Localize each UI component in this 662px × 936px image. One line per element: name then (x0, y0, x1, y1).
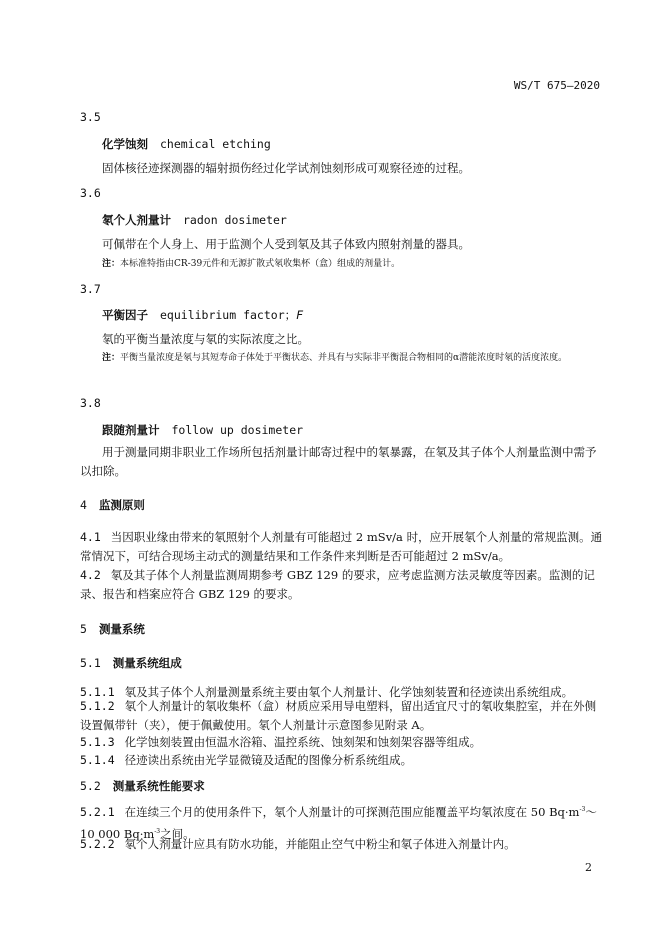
standard-code: WS/T 675—2020 (513, 79, 600, 92)
superscript: -3 (579, 806, 586, 813)
clause-number: 5.2.2 (80, 837, 115, 851)
term-title (102, 212, 287, 228)
clause-number: 5.1.3 (80, 735, 115, 749)
clause-text: 化学蚀刻装置由恒温水浴箱、温控系统、蚀刻架和蚀刻架容器等组成。 (124, 735, 482, 749)
term-note (102, 256, 400, 269)
term-en: equilibrium factor； (160, 308, 297, 322)
subsection-title: 测量系统组成 (112, 656, 182, 670)
subsection-number: 5.2 (80, 779, 101, 793)
clause-text: 在连续三个月的使用条件下，氡个人剂量计的可探测范围应能覆盖平均氡浓度在 50 Bq·m (124, 804, 580, 819)
clause-paragraph (80, 836, 516, 852)
term-definition: 用于测量同期非职业工作场所包括剂量计邮寄过程中的氡暴露，在氡及其子体个人剂量监测中需予以扣除。 (80, 445, 597, 478)
clause-text: ～10 000 Bq·m (80, 804, 597, 841)
term-title (102, 136, 271, 152)
term-number: 3.7 (80, 282, 101, 296)
clause-text: 氡及其子体个人剂量测量系统主要由氡个人剂量计、化学蚀刻装置和径迹读出系统组成。 (124, 685, 574, 699)
term-zh: 化学蚀刻 (102, 137, 148, 151)
clause-text: 径迹读出系统由光学显微镜及适配的图像分析系统组成。 (124, 753, 413, 767)
clause-number: 4.2 (80, 568, 101, 582)
section-heading (80, 621, 145, 637)
section-number: 5 (80, 622, 87, 636)
clause-number: 5.1.4 (80, 753, 115, 767)
note-text: 本标准特指由CR-39元件和无源扩散式氡收集杯（盒）组成的剂量计。 (120, 259, 401, 269)
clause-text: 氡个人剂量计应具有防水功能，并能阻止空气中粉尘和氡子体进入剂量计内。 (124, 837, 516, 851)
term-symbol: F (296, 308, 304, 322)
clause-number: 5.1.1 (80, 685, 115, 699)
term-zh: 跟随剂量计 (102, 423, 160, 437)
clause-text: 当因职业缘由带来的氡照射个人剂量有可能超过 2 mSv/a 时，应开展氡个人剂量的常规监测。通常情况下，可结合现场主动式的测量结果和工作条件来判断是否可能超过 2 mSv/a。 (80, 530, 603, 563)
clause-paragraph (80, 752, 412, 768)
note-label: 注： (102, 259, 121, 269)
term-en: chemical etching (160, 137, 271, 151)
section-number: 4 (80, 498, 87, 512)
subsection-number: 5.1 (80, 656, 101, 670)
section-title: 监测原则 (98, 498, 145, 512)
page-number: 2 (585, 861, 592, 874)
clause-text: 氡个人剂量计的氡收集杯（盒）材质应采用导电塑料，留出适宜尺寸的氡收集腔室，并在外侧设置佩带针（夹），便于佩戴使用。氡个人剂量计示意图参见附录 A。 (80, 699, 597, 732)
note-label: 注： (102, 353, 121, 363)
clause-paragraph (80, 734, 481, 750)
clause-number: 4.1 (80, 530, 101, 544)
clause-paragraph (80, 566, 604, 604)
clause-text: 之间。 (160, 826, 195, 841)
term-title (102, 422, 303, 438)
term-en: follow up dosimeter (171, 423, 304, 437)
clause-text: 氡及其子体个人剂量监测周期参考 GBZ 129 的要求，应考虑监测方法灵敏度等因素。监测的记录、报告和档案应符合 GBZ 129 的要求。 (80, 568, 595, 601)
superscript: -3 (154, 827, 161, 835)
section-heading (80, 497, 145, 513)
term-definition: 氡的平衡当量浓度与氡的实际浓度之比。 (102, 332, 309, 346)
term-number: 3.8 (80, 396, 101, 410)
term-title (102, 307, 303, 323)
term-number: 3.5 (80, 110, 101, 124)
term-en: radon dosimeter (183, 213, 287, 227)
subsection-heading (80, 655, 182, 671)
clause-paragraph (80, 528, 604, 566)
section-title: 测量系统 (98, 622, 145, 636)
clause-number: 5.2.1 (80, 804, 115, 819)
term-zh: 氡个人剂量计 (102, 213, 171, 227)
note-text: 平衡当量浓度是氡与其短寿命子体处于平衡状态、并具有与实际非平衡混合物相同的α潜能浓度时氡的活度浓度。 (120, 353, 568, 363)
term-number: 3.6 (80, 186, 101, 200)
term-definition: 可佩带在个人身上、用于监测个人受到氡及其子体致内照射剂量的器具。 (102, 237, 470, 251)
subsection-heading (80, 778, 205, 794)
term-note (102, 349, 602, 367)
clause-number: 5.1.2 (80, 699, 115, 713)
subsection-title: 测量系统性能要求 (112, 779, 205, 793)
term-definition: 固体核径迹探测器的辐射损伤经过化学试剂蚀刻形成可观察径迹的过程。 (102, 161, 470, 175)
term-zh: 平衡因子 (102, 308, 148, 322)
clause-paragraph (80, 697, 604, 735)
